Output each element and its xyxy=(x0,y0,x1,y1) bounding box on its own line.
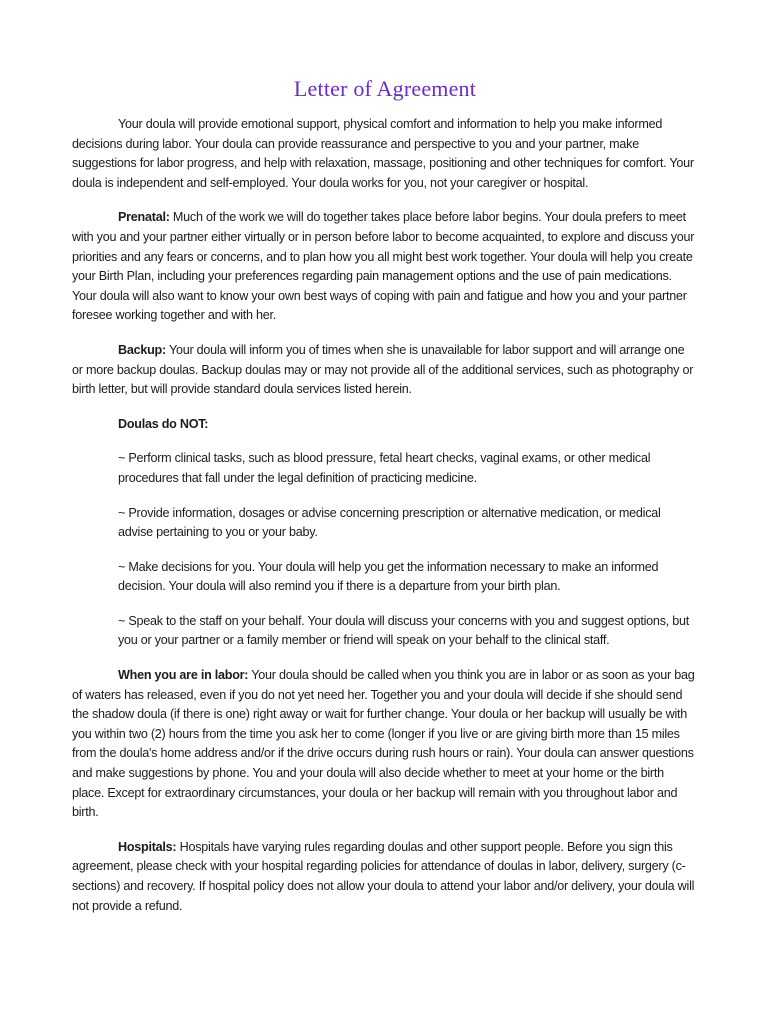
prenatal-paragraph xyxy=(72,208,698,326)
backup-heading: Backup: xyxy=(118,342,166,357)
labor-text: Your doula should be called when you think you are in labor or as soon as your bag of waters has released, even if you do not yet need her. Together you and your doula will decide if she should send the shadow doula (if there is one) right away or wait for further change. Your doula or her backup will usually be with you within two (2) hours from the time you ask her to come (longer if you live or are giving birth more than 15 miles from the doula's home address and/or if the drive occurs during rush hours or rain). Your doula can answer questions and make suggestions by phone. You and your doula will also decide whether to meet at your home or the birth place. Except for extraordinary circumstances, your doula or her backup will remain with you throughout labor and birth. xyxy=(72,668,695,820)
list-item: ~ Speak to the staff on your behalf. Your doula will discuss your concerns with you and suggest options, but you or your partner or a family member or friend will speak on your behalf to the clinical staff. xyxy=(118,613,689,648)
doulas-do-not-heading: Doulas do NOT: xyxy=(118,416,209,431)
hospitals-heading: Hospitals: xyxy=(118,839,177,854)
list-item: ~ Perform clinical tasks, such as blood pressure, fetal heart checks, vaginal exams, or other medical procedures that fall under the legal definition of practicing medicine. xyxy=(118,451,651,485)
backup-text: Your doula will inform you of times when she is unavailable for labor support and will arrange one or more backup doulas. Backup doulas may or may not provide all of the additional services, such as photography or birth letter, but will provide standard doula services listed herein. xyxy=(72,342,694,397)
hospitals-paragraph xyxy=(72,838,698,916)
document-title: Letter of Agreement xyxy=(293,76,477,101)
hospitals-text: Hospitals have varying rules regarding doulas and other support people. Before you sign this agreement, please check with your hospital regarding policies for attendance of doulas in labor, delivery, surgery (c-sections) and recovery. If hospital policy does not allow your doula to attend your labor and/or delivery, your doula will not provide a refund. xyxy=(72,839,695,913)
list-item: ~ Make decisions for you. Your doula will help you get the information necessary to make an informed decision. Your doula will also remind you if there is a departure from your birth plan. xyxy=(118,559,659,594)
prenatal-text: Much of the work we will do together takes place before labor begins. Your doula prefers to meet with you and your partner either virtually or in person before labor to become acquainted, to explore and discuss your priorities and any fears or concerns, and to plan how you all might best work together. Your doula will help you create your Birth Plan, including your preferences regarding pain management options and the use of pain medications. Your doula will also want to know your own best ways of coping with pain and fatigue and how you and your partner foresee working together and with her. xyxy=(72,210,695,323)
labor-heading: When you are in labor: xyxy=(118,668,249,683)
intro-paragraph: Your doula will provide emotional support, physical comfort and information to help you make informed decisions during labor. Your doula can provide reassurance and perspective to you and your partner, make suggestions for labor progress, and help with relaxation, massage, positioning and other techniques for comfort. Your doula is independent and self-employed. Your doula works for you, not your caregiver or hospital. xyxy=(72,117,694,190)
doulas-do-not-paragraph xyxy=(72,415,698,435)
labor-paragraph xyxy=(72,666,698,823)
list-item: ~ Provide information, dosages or advise concerning prescription or alternative medication, or medical advise pertaining to you or your baby. xyxy=(118,505,661,540)
document-page xyxy=(72,74,698,931)
prenatal-heading: Prenatal: xyxy=(118,210,170,225)
backup-paragraph xyxy=(72,341,698,400)
